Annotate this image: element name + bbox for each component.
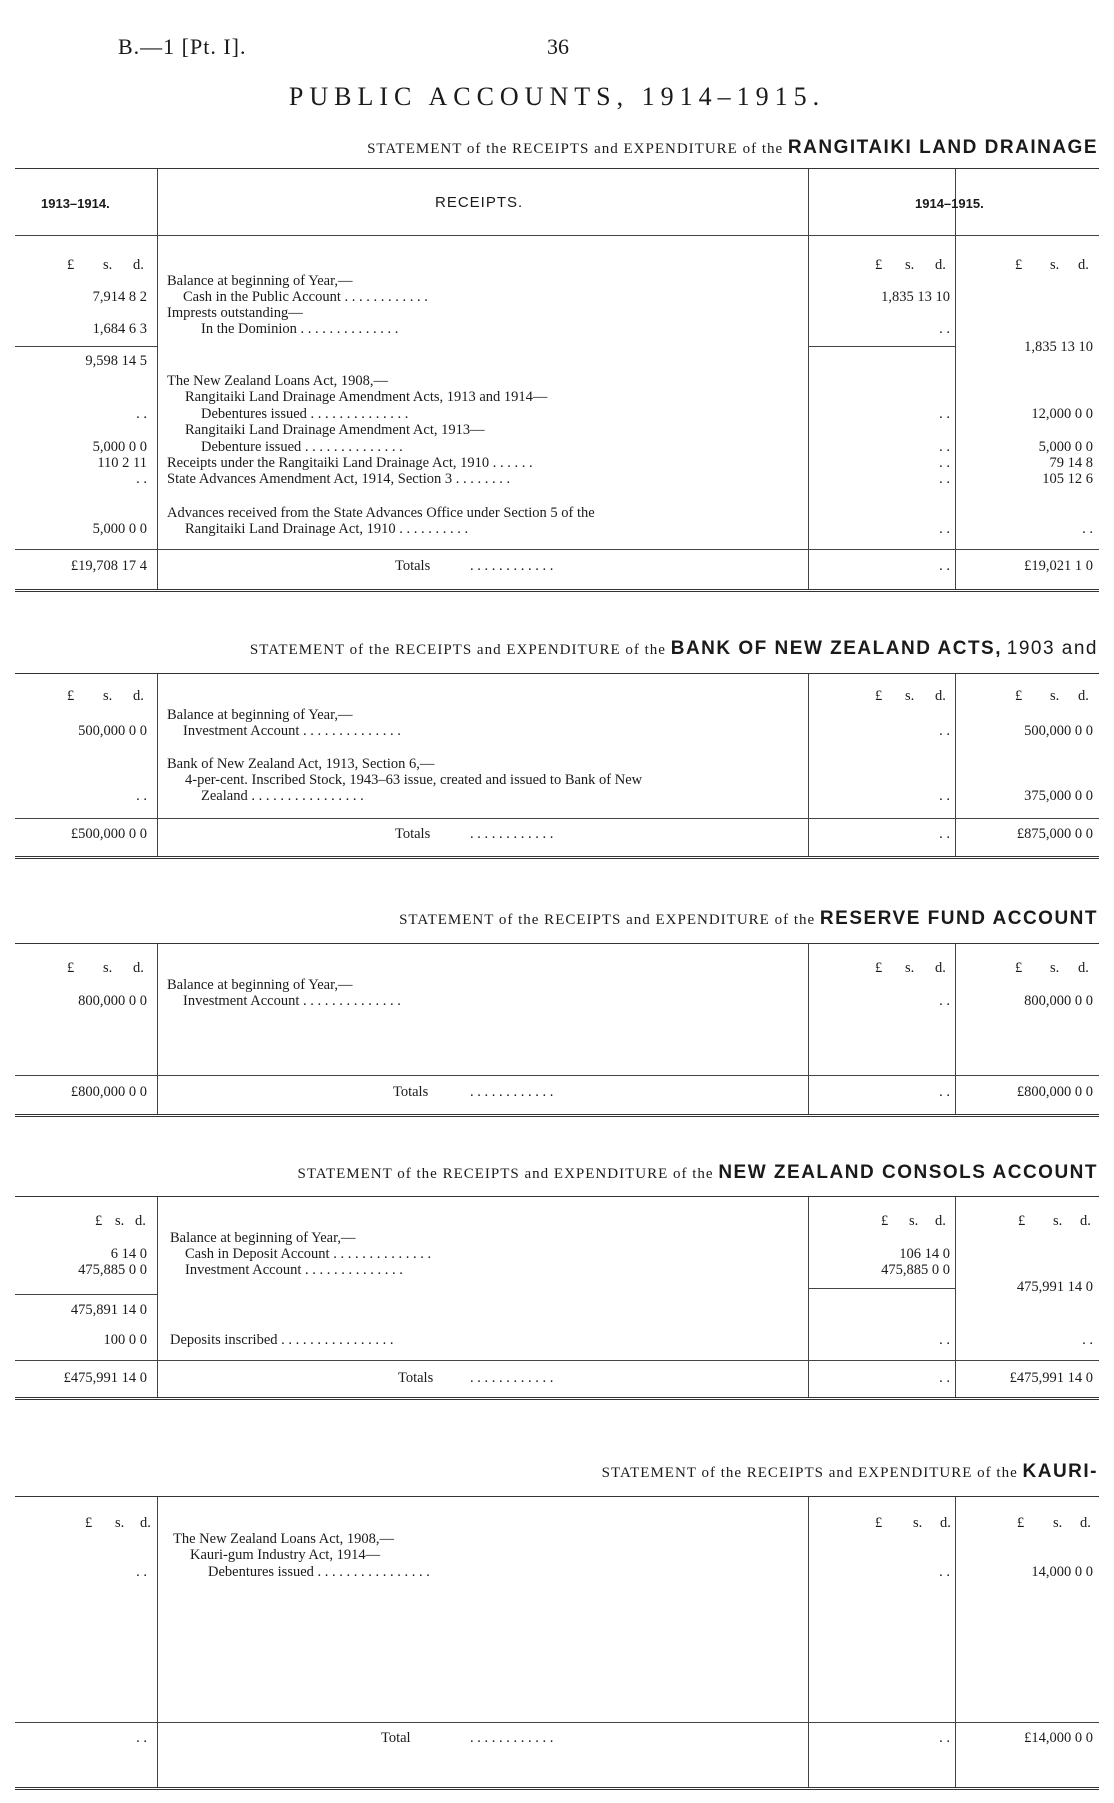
- unit-pound: £: [875, 688, 883, 704]
- statement-1-title-main: RANGITAIKI LAND DRAINAGE: [787, 137, 1098, 158]
- table-row-mid: . .: [939, 1332, 950, 1348]
- unit-pound: £: [1015, 960, 1023, 976]
- statement-4-title-prefix: STATEMENT of the RECEIPTS and EXPENDITURE of the: [297, 1166, 714, 1182]
- unit-pence: d.: [133, 960, 144, 976]
- table-row-mid: . .: [939, 439, 950, 455]
- table-row-mid: . .: [939, 993, 950, 1009]
- table-row-text: Investment Account . . . . . . . . . . . . . .: [183, 993, 401, 1009]
- table-row-right: 475,991 14 0: [1016, 1279, 1093, 1295]
- table-row-left: 800,000 0 0: [78, 993, 147, 1009]
- table-row-text: Rangitaiki Land Drainage Act, 1910 . . . . . . . . . .: [185, 521, 469, 537]
- table-row-text: Rangitaiki Land Drainage Amendment Acts, 1913 and 1914—: [185, 389, 548, 405]
- unit-shilling: s.: [1050, 257, 1060, 273]
- total-right: £800,000 0 0: [1016, 1084, 1093, 1100]
- statement-5-title-prefix: STATEMENT of the RECEIPTS and EXPENDITURE of the: [601, 1465, 1018, 1481]
- total-mid: . .: [939, 1730, 950, 1746]
- table-row-text: Rangitaiki Land Drainage Amendment Act, 1913—: [185, 422, 485, 438]
- statement-1-title-prefix: STATEMENT of the RECEIPTS and EXPENDITURE of the: [367, 141, 784, 157]
- unit-shilling: s.: [913, 1515, 923, 1531]
- unit-pound: £: [1018, 1213, 1026, 1229]
- table-row-text: Balance at beginning of Year,—: [167, 273, 353, 289]
- unit-pound: £: [67, 960, 75, 976]
- total-dots: . . . . . . . . . . . .: [470, 1730, 554, 1746]
- table-row-left: 9,598 14 5: [85, 353, 147, 369]
- table-row-text: Advances received from the State Advances Office under Section 5 of the: [167, 505, 595, 521]
- table-row-text: 4-per-cent. Inscribed Stock, 1943–63 issue, created and issued to Bank of New: [185, 772, 643, 788]
- total-dots: . . . . . . . . . . . .: [470, 1084, 554, 1100]
- statement-4-title-main: NEW ZEALAND CONSOLS ACCOUNT: [718, 1162, 1098, 1183]
- table-row-right: 14,000 0 0: [1031, 1564, 1093, 1580]
- table-row-text: Imprests outstanding—: [167, 305, 303, 321]
- table-row-right: 375,000 0 0: [1024, 788, 1093, 804]
- statement-4-title: [298, 1162, 1099, 1184]
- unit-pence: d.: [1078, 688, 1089, 704]
- table-row-left: 5,000 0 0: [92, 439, 147, 455]
- table-row-text: Cash in the Public Account . . . . . . . . . . . .: [183, 289, 428, 305]
- statement-1-col-receipts: RECEIPTS.: [435, 194, 524, 211]
- unit-shilling: s.: [115, 1213, 125, 1229]
- table-row-text: Deposits inscribed . . . . . . . . . . . . . . . .: [170, 1332, 394, 1348]
- table-row-right: . .: [1082, 521, 1093, 537]
- unit-pence: d.: [1080, 1213, 1091, 1229]
- table-row-text: Zealand . . . . . . . . . . . . . . . .: [201, 788, 364, 804]
- total-mid: . .: [939, 826, 950, 842]
- table-row-text: Investment Account . . . . . . . . . . . . . .: [183, 723, 401, 739]
- unit-pound: £: [1015, 688, 1023, 704]
- table-row-mid: . .: [939, 788, 950, 804]
- table-row-text: The New Zealand Loans Act, 1908,—: [173, 1531, 395, 1547]
- unit-pound: £: [875, 1515, 883, 1531]
- total-label: Totals: [395, 558, 431, 574]
- total-left: £800,000 0 0: [70, 1084, 147, 1100]
- statement-3-title: [399, 908, 1098, 930]
- table-row-left: . .: [136, 1564, 147, 1580]
- table-row-text: Cash in Deposit Account . . . . . . . . . . . . . .: [185, 1246, 432, 1262]
- table-row-mid: . .: [939, 723, 950, 739]
- unit-pound: £: [1015, 257, 1023, 273]
- unit-shilling: s.: [905, 257, 915, 273]
- table-row-right: 105 12 6: [1042, 471, 1093, 487]
- table-row-text: State Advances Amendment Act, 1914, Section 3 . . . . . . . .: [167, 471, 511, 487]
- page-ref: B.—1 [Pt. I].: [118, 34, 247, 59]
- table-row-mid: . .: [939, 1564, 950, 1580]
- unit-pence: d.: [935, 257, 946, 273]
- table-row-text: Debentures issued . . . . . . . . . . . . . . . .: [208, 1564, 430, 1580]
- unit-pound: £: [85, 1515, 93, 1531]
- total-label: Totals: [398, 1370, 434, 1386]
- total-left: . .: [136, 1730, 147, 1746]
- table-row-left: 6 14 0: [110, 1246, 147, 1262]
- table-row-right: 1,835 13 10: [1024, 339, 1093, 355]
- statement-2-title: [250, 638, 1098, 660]
- table-row-mid: . .: [939, 521, 950, 537]
- total-left: £475,991 14 0: [63, 1370, 147, 1386]
- statement-1-col-1913: 1913–1914.: [41, 196, 110, 211]
- table-row-left: 475,891 14 0: [70, 1302, 147, 1318]
- unit-shilling: s.: [1053, 1213, 1063, 1229]
- total-dots: . . . . . . . . . . . .: [470, 826, 554, 842]
- table-row-text: Kauri-gum Industry Act, 1914—: [190, 1547, 381, 1563]
- table-row-mid: . .: [939, 455, 950, 471]
- table-row-left: 1,684 6 3: [92, 321, 147, 337]
- unit-shilling: s.: [1050, 688, 1060, 704]
- total-label: Total: [381, 1730, 411, 1746]
- table-row-text: Investment Account . . . . . . . . . . . . . .: [185, 1262, 403, 1278]
- unit-pound: £: [1017, 1515, 1025, 1531]
- statement-1-col-1914: 1914–1915.: [915, 196, 984, 211]
- unit-pence: d.: [935, 1213, 946, 1229]
- table-row-text: Balance at beginning of Year,—: [167, 707, 353, 723]
- table-row-text: The New Zealand Loans Act, 1908,—: [167, 373, 389, 389]
- statement-2-title-main: BANK OF NEW ZEALAND ACTS,: [670, 638, 1002, 659]
- unit-shilling: s.: [103, 688, 113, 704]
- unit-pence: d.: [140, 1515, 151, 1531]
- total-dots: . . . . . . . . . . . .: [470, 558, 554, 574]
- table-row-text: In the Dominion . . . . . . . . . . . . . .: [201, 321, 399, 337]
- statement-3-title-prefix: STATEMENT of the RECEIPTS and EXPENDITURE of the: [399, 912, 816, 928]
- table-row-left: . .: [136, 788, 147, 804]
- statement-4-table: [15, 1196, 1099, 1400]
- table-row-text: Debentures issued . . . . . . . . . . . . . .: [201, 406, 409, 422]
- unit-shilling: s.: [1053, 1515, 1063, 1531]
- page-title: PUBLIC ACCOUNTS, 1914–1915.: [288, 82, 826, 111]
- statement-2-title-suffix: 1903 and: [1006, 638, 1098, 659]
- unit-pence: d.: [935, 960, 946, 976]
- table-row-right: 5,000 0 0: [1038, 439, 1093, 455]
- total-right: £14,000 0 0: [1024, 1730, 1093, 1746]
- statement-1-table: [15, 168, 1099, 592]
- total-right: £875,000 0 0: [1016, 826, 1093, 842]
- unit-pound: £: [875, 960, 883, 976]
- unit-pence: d.: [1078, 257, 1089, 273]
- table-row-left: 7,914 8 2: [92, 289, 147, 305]
- table-row-text: Receipts under the Rangitaiki Land Drainage Act, 1910 . . . . . .: [167, 455, 533, 471]
- table-row-left: . .: [136, 406, 147, 422]
- statement-1-title: [367, 137, 1098, 159]
- unit-pound: £: [875, 257, 883, 273]
- table-row-text: Balance at beginning of Year,—: [170, 1230, 356, 1246]
- total-dots: . . . . . . . . . . . .: [470, 1370, 554, 1386]
- table-row-text: Debenture issued . . . . . . . . . . . . . .: [201, 439, 403, 455]
- unit-pence: d.: [940, 1515, 951, 1531]
- statement-3-title-main: RESERVE FUND ACCOUNT: [819, 908, 1098, 929]
- total-label: Totals: [393, 1084, 429, 1100]
- unit-shilling: s.: [905, 960, 915, 976]
- total-right: £19,021 1 0: [1024, 558, 1093, 574]
- unit-shilling: s.: [905, 688, 915, 704]
- statement-5-title: [602, 1461, 1098, 1483]
- unit-pence: d.: [135, 1213, 146, 1229]
- unit-pound: £: [95, 1213, 103, 1229]
- table-row-text: Balance at beginning of Year,—: [167, 977, 353, 993]
- total-label: Totals: [395, 826, 431, 842]
- table-row-mid: . .: [939, 406, 950, 422]
- table-row-left: 110 2 11: [97, 455, 147, 471]
- table-row-right: 500,000 0 0: [1024, 723, 1093, 739]
- unit-pence: d.: [1080, 1515, 1091, 1531]
- table-row-right: 12,000 0 0: [1031, 406, 1093, 422]
- table-row-right: 79 14 8: [1049, 455, 1093, 471]
- total-mid: . .: [939, 1370, 950, 1386]
- table-row-left: 500,000 0 0: [78, 723, 147, 739]
- unit-pound: £: [67, 688, 75, 704]
- unit-pence: d.: [935, 688, 946, 704]
- unit-shilling: s.: [115, 1515, 125, 1531]
- unit-shilling: s.: [1050, 960, 1060, 976]
- table-row-left: 5,000 0 0: [92, 521, 147, 537]
- table-row-mid: 106 14 0: [899, 1246, 950, 1262]
- total-left: £500,000 0 0: [70, 826, 147, 842]
- statement-5-title-main: KAURI-: [1022, 1461, 1098, 1482]
- table-row-left: 100 0 0: [103, 1332, 147, 1348]
- total-right: £475,991 14 0: [1009, 1370, 1093, 1386]
- statement-2-table: [15, 673, 1099, 859]
- table-row-mid: . .: [939, 471, 950, 487]
- statement-2-title-prefix: STATEMENT of the RECEIPTS and EXPENDITURE of the: [249, 642, 666, 658]
- table-row-right: . .: [1082, 1332, 1093, 1348]
- page-number: 36: [547, 34, 569, 59]
- table-row-mid: . .: [939, 321, 950, 337]
- statement-3-table: [15, 943, 1099, 1117]
- statement-5-table: [15, 1496, 1099, 1790]
- table-row-text: Bank of New Zealand Act, 1913, Section 6,—: [167, 756, 435, 772]
- unit-pound: £: [67, 257, 75, 273]
- table-row-right: 800,000 0 0: [1024, 993, 1093, 1009]
- unit-pence: d.: [1078, 960, 1089, 976]
- table-row-left: . .: [136, 471, 147, 487]
- unit-pence: d.: [133, 688, 144, 704]
- total-left: £19,708 17 4: [70, 558, 147, 574]
- total-mid: . .: [939, 558, 950, 574]
- unit-pence: d.: [133, 257, 144, 273]
- table-row-mid: 1,835 13 10: [881, 289, 950, 305]
- total-mid: . .: [939, 1084, 950, 1100]
- unit-shilling: s.: [103, 257, 113, 273]
- unit-pound: £: [881, 1213, 889, 1229]
- table-row-mid: 475,885 0 0: [881, 1262, 950, 1278]
- unit-shilling: s.: [909, 1213, 919, 1229]
- table-row-left: 475,885 0 0: [78, 1262, 147, 1278]
- unit-shilling: s.: [103, 960, 113, 976]
